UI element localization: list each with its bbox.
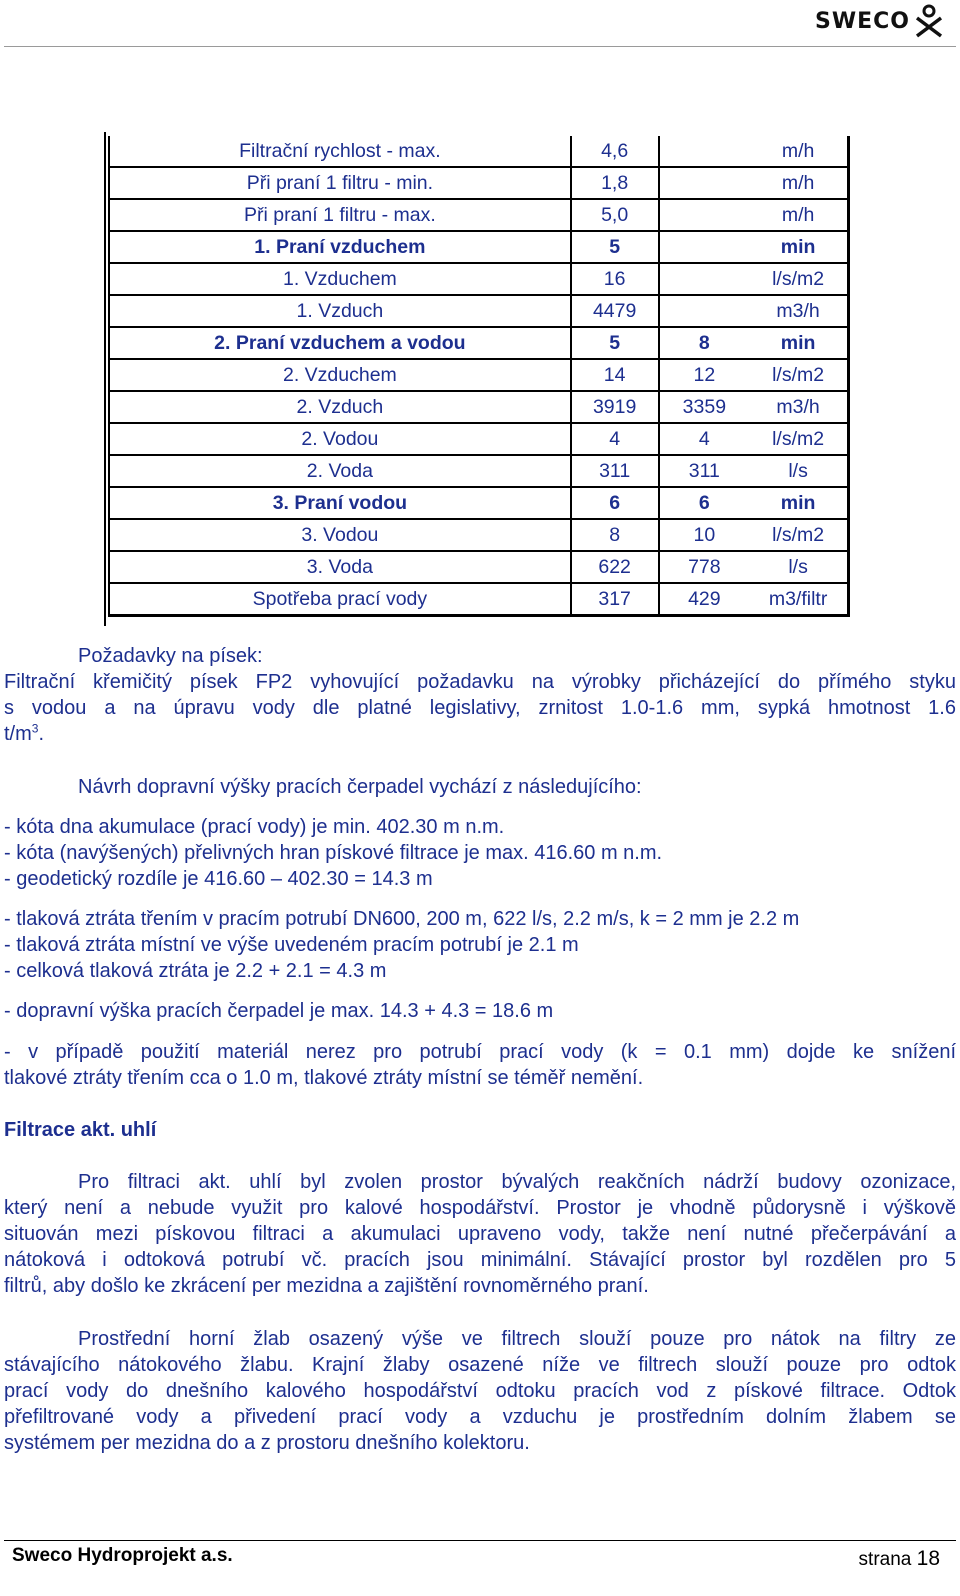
sand-section [4, 643, 956, 747]
pumps-group-1 [4, 814, 956, 892]
row-unit: l/s [749, 551, 848, 583]
row-value-2 [659, 167, 750, 199]
row-value-2 [659, 136, 750, 167]
sand-line-3 [4, 721, 956, 747]
row-value-2: 8 [698, 331, 710, 354]
row-value-1: 1,8 [571, 167, 659, 199]
pumps-line: - geodetický rozdíle je 416.60 – 402.30 = 14.3 m [4, 868, 433, 890]
row-value-1: 6 [571, 487, 659, 519]
row-value-2: 6 [698, 491, 710, 514]
table-row [109, 391, 849, 423]
row-value-2: 778 [688, 555, 721, 578]
row-value-1: 4 [571, 423, 659, 455]
table-row [109, 263, 849, 295]
row-unit: m/h [749, 167, 848, 199]
row-value-2 [659, 199, 750, 231]
row-unit: min [749, 487, 848, 519]
pumps-line: - tlaková ztráta třením v pracím potrubí DN600, 200 m, 622 l/s, 2.2 m/s, k = 2 mm je 2.2 m [4, 908, 800, 930]
row-unit: m3/filtr [749, 583, 848, 616]
row-value-2: 10 [693, 523, 716, 546]
row-unit: l/s [749, 455, 848, 487]
sand-line-2: s vodou a na úpravu vody dle platné legislativy, zrnitost 1.0-1.6 mm, sypká hmotnost 1.6 [4, 697, 956, 719]
carbon-p1-line: Pro filtraci akt. uhlí byl zvolen prostor bývalých reakčních nádrží budovy ozonizace, [78, 1171, 956, 1193]
carbon-p1-line: který není a nebude využit pro kalové hospodářství. Prostor je vhodně půdorysně i výškově [4, 1197, 956, 1219]
pumps-intro-block [4, 774, 956, 800]
carbon-paragraph-2 [4, 1326, 956, 1456]
carbon-p2-line: prací vody do dnešního kalového hospodářství odtoku pracích vod z pískové filtrace. Odtok [4, 1380, 956, 1402]
row-label: 2. Praní vzduchem a vodou [109, 327, 571, 359]
sand-heading: Požadavky na písek: [78, 645, 263, 667]
carbon-heading: Filtrace akt. uhlí [4, 1119, 157, 1141]
row-value-2: 311 [688, 459, 720, 482]
table-row [109, 551, 849, 583]
row-value-1: 3919 [571, 391, 659, 423]
row-unit: l/s/m2 [749, 423, 848, 455]
row-unit: m3/h [749, 295, 848, 327]
carbon-heading-block [4, 1117, 956, 1143]
row-label: Filtrační rychlost - max. [109, 136, 571, 167]
pumps-note-line-2: tlakové ztráty třením cca o 1.0 m, tlakové ztráty místní se téměř nemění. [4, 1067, 644, 1089]
row-label: 3. Vodou [109, 519, 571, 551]
pumps-group-2 [4, 906, 956, 984]
row-value-2: 12 [693, 363, 716, 386]
row-unit: min [749, 231, 848, 263]
row-value-2 [659, 263, 750, 295]
table-row [109, 231, 849, 263]
carbon-p2-line: stávajícího nátokového žlabu. Krajní žlaby osazené níže ve filtrech slouží pouze pro odtok [4, 1354, 956, 1376]
row-label: 2. Vzduchem [109, 359, 571, 391]
row-value-1: 4,6 [571, 136, 659, 167]
pumps-line: - celková tlaková ztráta je 2.2 + 2.1 = 4.3 m [4, 960, 387, 982]
row-value-1: 8 [571, 519, 659, 551]
row-label: 1. Vzduchem [109, 263, 571, 295]
row-value-1: 5,0 [571, 199, 659, 231]
row-unit: l/s/m2 [749, 519, 848, 551]
row-value-1: 5 [571, 231, 659, 263]
footer-company: Sweco Hydroprojekt a.s. [12, 1545, 233, 1566]
table-row [109, 455, 849, 487]
carbon-p2-line: systémem per mezidna do a z prostoru dnešního kolektoru. [4, 1432, 530, 1454]
row-value-2 [659, 231, 750, 263]
carbon-paragraph-1 [4, 1169, 956, 1299]
row-unit: m/h [749, 199, 848, 231]
row-value-1: 4479 [571, 295, 659, 327]
parameters-table [108, 136, 850, 617]
row-value-2: 4 [698, 427, 710, 450]
row-label: 2. Vodou [109, 423, 571, 455]
table-row [109, 167, 849, 199]
carbon-p1-line: filtrů, aby došlo ke zkrácení per mezidna a zajištění rovnoměrného praní. [4, 1275, 649, 1297]
sand-line-end: . [38, 723, 45, 745]
row-label: Spotřeba prací vody [109, 583, 571, 616]
pumps-line: - kóta dna akumulace (prací vody) je min. 402.30 m n.m. [4, 816, 505, 838]
row-label: Při praní 1 filtru - max. [109, 199, 571, 231]
pumps-note [4, 1039, 956, 1091]
row-unit: l/s/m2 [749, 359, 848, 391]
row-value-2 [659, 295, 750, 327]
page-number: 18 [916, 1547, 940, 1570]
row-value-1: 16 [571, 263, 659, 295]
row-value-2: 429 [688, 587, 721, 610]
header-rule [4, 46, 956, 47]
sand-unit-exponent: 3 [31, 721, 39, 736]
logo-text: SWECO [815, 8, 910, 34]
row-value-1: 317 [571, 583, 659, 616]
sand-line-1: Filtrační křemičitý písek FP2 vyhovující požadavku na výrobky přicházející do přímého styku [4, 671, 956, 693]
table-row [109, 199, 849, 231]
sand-unit: t/m [4, 723, 32, 745]
row-value-2: 3359 [682, 395, 727, 418]
table-row [109, 359, 849, 391]
table-row [109, 487, 849, 519]
row-value-1: 311 [571, 455, 659, 487]
sweco-logo-icon [914, 4, 944, 38]
row-label: 2. Vzduch [109, 391, 571, 423]
carbon-p2-line: přefiltrované vody a přivedení prací vody a vzduchu je prostředním dolním žlabem se [4, 1406, 956, 1428]
table-row [109, 423, 849, 455]
row-label: 3. Voda [109, 551, 571, 583]
row-unit: min [749, 327, 848, 359]
row-value-1: 5 [571, 327, 659, 359]
row-label: 2. Voda [109, 455, 571, 487]
pumps-result-block [4, 998, 956, 1024]
table-row [109, 583, 849, 616]
sweco-logo [815, 4, 944, 38]
row-value-1: 622 [571, 551, 659, 583]
row-value-1: 14 [571, 359, 659, 391]
table-row [109, 519, 849, 551]
carbon-p2-line: Prostřední horní žlab osazený výše ve filtrech slouží pouze pro nátok na filtry ze [78, 1328, 956, 1350]
pumps-result: - dopravní výška pracích čerpadel je max. 14.3 + 4.3 = 18.6 m [4, 1000, 554, 1022]
pumps-note-line-1: - v případě použití materiál nerez pro potrubí prací vody (k = 0.1 mm) dojde ke snížení [4, 1041, 956, 1063]
pumps-line: - tlaková ztráta místní ve výše uvedeném pracím potrubí je 2.1 m [4, 934, 579, 956]
page-label: strana [858, 1549, 912, 1570]
row-label: 1. Vzduch [109, 295, 571, 327]
row-unit: m/h [749, 136, 848, 167]
pumps-line: - kóta (navýšených) přelivných hran pískové filtrace je max. 416.60 m n.m. [4, 842, 663, 864]
footer-rule [4, 1540, 956, 1541]
row-label: Při praní 1 filtru - min. [109, 167, 571, 199]
row-unit: m3/h [749, 391, 848, 423]
table-row [109, 136, 849, 167]
row-unit: l/s/m2 [749, 263, 848, 295]
pumps-intro: Návrh dopravní výšky pracích čerpadel vychází z následujícího: [78, 776, 642, 798]
row-label: 3. Praní vodou [109, 487, 571, 519]
footer-page [859, 1547, 940, 1571]
carbon-p1-line: situován mezi pískovou filtraci a akumulaci upraveno vody, takže není nutné přečerpávání a [4, 1223, 956, 1245]
table-row [109, 295, 849, 327]
row-label: 1. Praní vzduchem [109, 231, 571, 263]
table-row [109, 327, 849, 359]
carbon-p1-line: nátoková i odtoková potrubí vč. pracích jsou minimální. Stávající prostor byl rozdělen pro 5 [4, 1249, 956, 1271]
